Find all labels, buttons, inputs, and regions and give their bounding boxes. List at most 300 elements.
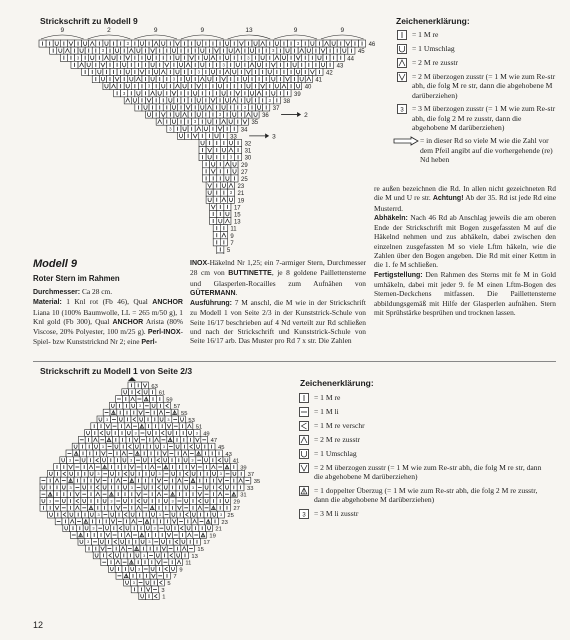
chart2-cell (116, 396, 123, 403)
chart1-cell (288, 83, 295, 90)
chart1-cell (213, 147, 220, 154)
legend-arrow-icon (393, 136, 419, 146)
chart1-row-number: 35 (251, 120, 259, 127)
chart2-cell (74, 477, 81, 484)
chart1-cell (273, 83, 280, 90)
chart2-cell (183, 491, 190, 498)
chart2-cell (86, 545, 93, 552)
chart2-cell (210, 477, 217, 484)
legend-symbol-icon (397, 72, 407, 82)
chart2-cell (230, 484, 237, 491)
ausfuehrung-label: Ausführung: (190, 300, 232, 308)
chart2-cell (146, 430, 153, 437)
chart1-cell (344, 40, 351, 47)
chart2-cell (88, 477, 95, 484)
chart1-cell (153, 68, 160, 75)
chart2-cell (60, 464, 67, 471)
chart1-cell (117, 54, 124, 61)
chart1-cell (238, 83, 245, 90)
chart1-cell (252, 111, 259, 118)
chart2-cell (61, 470, 68, 477)
chart1-cell (138, 83, 145, 90)
chart2-cell (97, 525, 104, 532)
chart2-cell (210, 504, 217, 511)
chart1-cell (309, 40, 316, 47)
chart2-cell (230, 491, 237, 498)
chart2-cell (224, 504, 231, 511)
chart1-row-number: 19 (237, 198, 245, 205)
chart2-cell (144, 525, 151, 532)
chart1-cell (128, 61, 135, 68)
chart1-cell (142, 61, 149, 68)
chart1-cell (71, 47, 78, 54)
chart1-cell (220, 189, 227, 196)
chart2-cell (145, 586, 152, 593)
chart2-cell (155, 559, 162, 566)
chart2-cell (129, 566, 136, 573)
chart2-cell (124, 409, 131, 416)
chart2-cell (217, 470, 224, 477)
chart1-cell (170, 76, 177, 83)
chart2-cell (164, 409, 171, 416)
chart2-cell (108, 484, 115, 491)
chart2-cell (217, 491, 224, 498)
chart1-cell (206, 147, 213, 154)
chart1-cell (263, 104, 270, 111)
chart2-cell (142, 491, 149, 498)
chart1-cell (60, 40, 67, 47)
chart1-cell (231, 168, 238, 175)
chart1-cell (323, 54, 330, 61)
chart2-cell (190, 464, 197, 471)
chart2-cell (177, 470, 184, 477)
chart1-cell (153, 83, 160, 90)
chart2-cell (189, 457, 196, 464)
chart2-cell (142, 559, 149, 566)
chart1-cell (192, 104, 199, 111)
chart2-cell (175, 450, 182, 457)
chart1-cell (220, 104, 227, 111)
chart2-cell (217, 504, 224, 511)
chart2-cell (131, 586, 138, 593)
chart1-cell (121, 47, 128, 54)
chart2-cell (104, 525, 111, 532)
chart2-cell (80, 457, 87, 464)
chart2-cell (137, 402, 144, 409)
chart1-cell (146, 40, 153, 47)
chart2-cell (86, 443, 93, 450)
chart1-cell (203, 168, 210, 175)
legend-symbol-icon (299, 421, 309, 431)
chart1-cell (160, 111, 167, 118)
chart2-cell (171, 409, 178, 416)
chart1-cell (231, 54, 238, 61)
chart2-cells (40, 382, 254, 600)
chart1-top-number: 9 (293, 27, 298, 34)
chart2-cell (78, 538, 85, 545)
legend1-item-text: = 2 M re zusstr (412, 58, 459, 67)
chart1-cell (99, 61, 106, 68)
chart1-cell (110, 83, 117, 90)
legend1-item (392, 44, 556, 54)
chart2-cell (121, 559, 128, 566)
chart1-cell (167, 111, 174, 118)
chart1-cell (220, 239, 227, 246)
chart2-cell (82, 518, 89, 525)
chart1-cell (227, 147, 234, 154)
svg-text:3: 3 (272, 48, 275, 54)
chart1-cell (82, 54, 89, 61)
svg-text:3: 3 (101, 48, 105, 54)
chart1-cell (167, 125, 174, 132)
chart2-cell (60, 504, 67, 511)
chart1-cell (188, 97, 195, 104)
chart2-cell (150, 402, 157, 409)
chart1-cell (181, 83, 188, 90)
chart2-cell (75, 470, 82, 477)
chart2-cell (87, 457, 94, 464)
perl-brand-2: Perl- (141, 339, 157, 347)
svg-text:3: 3 (106, 417, 109, 422)
chart2-cell (154, 443, 161, 450)
chart2-cell (157, 518, 164, 525)
chart1-cell (245, 54, 252, 61)
chart1-cell (177, 47, 184, 54)
chart1-cell (220, 196, 227, 203)
chart2-cell (208, 443, 215, 450)
chart1-cell (89, 40, 96, 47)
chart2-cell (139, 593, 146, 600)
chart1-cell (96, 68, 103, 75)
chart1-cell (266, 40, 273, 47)
chart1-cell (263, 90, 270, 97)
chart1-cell (142, 76, 149, 83)
chart1-cell (153, 97, 160, 104)
chart1-cell (124, 97, 131, 104)
svg-text:3: 3 (110, 499, 113, 504)
chart2-cell (131, 525, 138, 532)
chart2-cell (158, 409, 165, 416)
chart1-cell (149, 90, 156, 97)
chart2-cell (149, 566, 156, 573)
chart1-cell (224, 40, 231, 47)
chart1-cell (188, 54, 195, 61)
chart1-cell (245, 83, 252, 90)
chart2-cell (186, 423, 193, 430)
chart1-cell (177, 76, 184, 83)
chart2-cell (174, 436, 181, 443)
chart1-cell (131, 83, 138, 90)
chart2-cell (82, 511, 89, 518)
chart1-cell (209, 83, 216, 90)
chart1-cell (224, 218, 231, 225)
chart1-cell (160, 54, 167, 61)
chart1-cell (192, 61, 199, 68)
chart1-cell (135, 47, 142, 54)
svg-text:3: 3 (137, 567, 141, 572)
chart1-cell (248, 76, 255, 83)
chart2-row-number: 15 (197, 547, 204, 553)
chart2-cell (101, 477, 108, 484)
chart2-cell (184, 511, 191, 518)
chart2-cell (114, 450, 121, 457)
chart2-cell (116, 402, 123, 409)
chart2-cell (123, 518, 130, 525)
svg-text:3: 3 (158, 513, 161, 517)
chart2-cell (92, 538, 99, 545)
chart1-cell (206, 61, 213, 68)
chart2-cell (151, 579, 158, 586)
chart1-cell (202, 54, 209, 61)
chart1-cell (199, 47, 206, 54)
legend1-title: Zeichenerklärung: (396, 16, 470, 26)
chart2-cell (218, 511, 225, 518)
chart1-cell (220, 61, 227, 68)
chart1-cell (138, 54, 145, 61)
chart1-cell (241, 104, 248, 111)
chart2-cell (122, 511, 129, 518)
chart1-cell (217, 161, 224, 168)
chart1-cell (288, 68, 295, 75)
chart1-scallop-arc (134, 35, 177, 39)
chart2-row-number: 61 (158, 390, 166, 397)
chart1-cell (210, 161, 217, 168)
chart1-cell (85, 47, 92, 54)
chart1-cell (142, 47, 149, 54)
chart1-cell (248, 90, 255, 97)
svg-text:3: 3 (297, 41, 300, 47)
chart2-cell (149, 484, 156, 491)
chart2-cell (139, 430, 146, 437)
chart2-cell (101, 484, 108, 491)
chart1-cell (280, 83, 287, 90)
chart1-cell (60, 54, 67, 61)
chart2-cell (88, 470, 95, 477)
chart1-cell (167, 97, 174, 104)
chart2-cell (159, 532, 166, 539)
chart1-cell (195, 125, 202, 132)
chart1-cell (224, 54, 231, 61)
chart1-cell (220, 76, 227, 83)
chart2-cell (142, 566, 149, 573)
chart2-cell (181, 545, 188, 552)
chart2-row-number: 51 (195, 424, 203, 431)
chart2-cell (67, 457, 74, 464)
chart2-cell (128, 464, 135, 471)
section-divider (33, 361, 556, 362)
chart1-row-number: 9 (230, 233, 234, 240)
chart1-cell (149, 61, 156, 68)
chart2-cell (145, 416, 152, 423)
chart2-cell (133, 443, 140, 450)
chart2-cell (126, 538, 133, 545)
chart2-cell (136, 566, 143, 573)
chart1-cell (210, 175, 217, 182)
chart1-cell (203, 161, 210, 168)
chart1-cell (277, 61, 284, 68)
chart1-cell (117, 68, 124, 75)
chart1-row-number: 7 (230, 240, 234, 247)
chart2-cell (127, 443, 134, 450)
chart2-cell (217, 484, 224, 491)
chart1-cell (53, 40, 60, 47)
chart1-cell (192, 118, 199, 125)
fertig-label: Fertigstellung: (374, 271, 423, 279)
chart2-cell (136, 470, 143, 477)
chart1-cell (209, 40, 216, 47)
chart1-cell (177, 90, 184, 97)
chart1-cell (57, 47, 64, 54)
chart2-cell (127, 450, 134, 457)
chart1-cell (117, 83, 124, 90)
chart1-cell (195, 111, 202, 118)
chart1-cell (199, 76, 206, 83)
chart1-cell (309, 54, 316, 61)
chart2-cell (81, 470, 88, 477)
chart1-cell (217, 40, 224, 47)
chart2-row-number: 63 (151, 383, 158, 390)
chart1-cell (92, 47, 99, 54)
chart1-scallop-arc (321, 35, 364, 39)
chart2-cell (109, 470, 116, 477)
chart2-cell (142, 504, 149, 511)
chart2-cell (54, 470, 61, 477)
chart2-cell (164, 518, 171, 525)
chart1-cell (206, 47, 213, 54)
chart1-cell (181, 125, 188, 132)
chart2-cell (162, 498, 169, 505)
chart2-cell (122, 504, 129, 511)
chart1-cell (149, 76, 156, 83)
chart1-cell (351, 40, 358, 47)
chart1-row-number: 36 (262, 113, 269, 120)
chart2-cell (182, 457, 189, 464)
chart1-cell (156, 61, 163, 68)
chart1-cell (78, 47, 85, 54)
chart1-cell (99, 47, 106, 54)
chart2-cell (47, 470, 54, 477)
chart2-cell (188, 443, 195, 450)
chart2-cell (238, 470, 245, 477)
chart1-cell (217, 54, 224, 61)
chart2-cell (170, 511, 177, 518)
chart2-cell (113, 443, 120, 450)
chart1-cell (213, 154, 220, 161)
chart1-row-number: 25 (241, 177, 248, 183)
chart2-top-arrow (128, 377, 136, 381)
legend-symbol-icon (299, 449, 309, 459)
chart1-row-number: 46 (368, 42, 376, 49)
chart1-row-number: 40 (304, 84, 312, 91)
abhaekeln-text: Nach 46 Rd ab Anschlag jeweils die am oberen Ende der Strickschrift mit Bogen zusgefassten M auf die Häkelnd nehmen und zus abhäkeln, dabei zwischen den einzelnen zusgefassten M so viele Lftm häkeln, wie die Zahlen über den Bogen angeben. Die Rd mit einer Kettm in die 1. fe M schließen. (374, 212, 556, 270)
chart1-cell (167, 54, 174, 61)
chart2-cell (142, 498, 149, 505)
legend1-item (392, 30, 556, 40)
chart1-cell (185, 90, 192, 97)
chart1-cell (202, 68, 209, 75)
chart2-cell (183, 498, 190, 505)
chart1-cell (85, 61, 92, 68)
legend2-item (294, 435, 544, 445)
chart1-cell (217, 246, 224, 253)
chart2-cell (143, 396, 150, 403)
chart2-cell (224, 477, 231, 484)
chart1-cell (245, 111, 252, 118)
legend2-item (294, 393, 544, 403)
chart2-cell (168, 450, 175, 457)
svg-text:3: 3 (243, 105, 247, 110)
chart2-cell (132, 538, 139, 545)
chart1-cell (266, 83, 273, 90)
chart1-cell (224, 175, 231, 182)
chart1-cell (163, 76, 170, 83)
chart2-cell (167, 436, 174, 443)
chart2-cell (85, 436, 92, 443)
chart2-cell (81, 484, 88, 491)
chart2-row-number: 23 (221, 519, 228, 526)
chart2-cell (138, 586, 145, 593)
chart1-cell (213, 90, 220, 97)
chart2-cell (178, 518, 185, 525)
chart2-cell (173, 538, 180, 545)
anchor-brand-2: ANCHOR (112, 318, 144, 326)
chart1-scallop-arc (181, 35, 224, 39)
chart2-cell (154, 450, 161, 457)
chart2-cell (142, 389, 149, 396)
chart1-cell (238, 111, 245, 118)
svg-text:3: 3 (101, 445, 104, 449)
chart2-row-number: 1 (162, 594, 166, 601)
fertig-text: Den Rahmen des Sterns mit fe M in Gold umhäkeln, dabei mit jeder 9. fe M einen Lftm-Bogen des Sternen-Deckchens mitfassen. Die Paillettensterne abbildungsgemäß mit Hilfe der Glasperlen aufnähen. Stern mit Sprühstärke besprühen und trocknen lassen. (374, 269, 556, 317)
chart1-cell (188, 40, 195, 47)
chart2-cell (100, 450, 107, 457)
chart2-cell (115, 470, 122, 477)
chart2-cell (148, 559, 155, 566)
chart2-cell (164, 572, 171, 579)
chart1-cell (181, 97, 188, 104)
chart1-cell (75, 40, 82, 47)
chart2-cell (196, 484, 203, 491)
continuation-text-a: re außen bezeichnen die Rd. In allen nicht gezeichneten Rd die M und U re str. (374, 184, 556, 203)
chart1-cell (305, 76, 312, 83)
chart1-cell (199, 61, 206, 68)
chart2-cell (175, 552, 182, 559)
chart1-cell (39, 40, 46, 47)
chart2-cell (149, 491, 156, 498)
chart1-cell (206, 139, 213, 146)
chart2-cell (60, 457, 67, 464)
chart1-cell (114, 61, 121, 68)
chart2-cell (78, 436, 85, 443)
chart2-cell (196, 457, 203, 464)
chart2-cell (216, 457, 223, 464)
chart1-cell (302, 54, 309, 61)
chart2-cell (74, 484, 81, 491)
chart1-cell (263, 76, 270, 83)
chart1-cell (227, 182, 234, 189)
svg-text:3: 3 (97, 513, 100, 517)
chart2-cell (185, 525, 192, 532)
chart2-cell (176, 464, 183, 471)
chart2-cell (135, 464, 142, 471)
abhaekeln-label: Abhäkeln: (374, 214, 408, 222)
chart2-row-number: 59 (166, 397, 173, 404)
chart1-cell (135, 61, 142, 68)
chart1-cell (199, 132, 206, 139)
chart1-cell (177, 118, 184, 125)
chart2-title: Strickschrift zu Modell 1 von Seite 2/3 (40, 366, 193, 376)
chart2-cell (162, 559, 169, 566)
